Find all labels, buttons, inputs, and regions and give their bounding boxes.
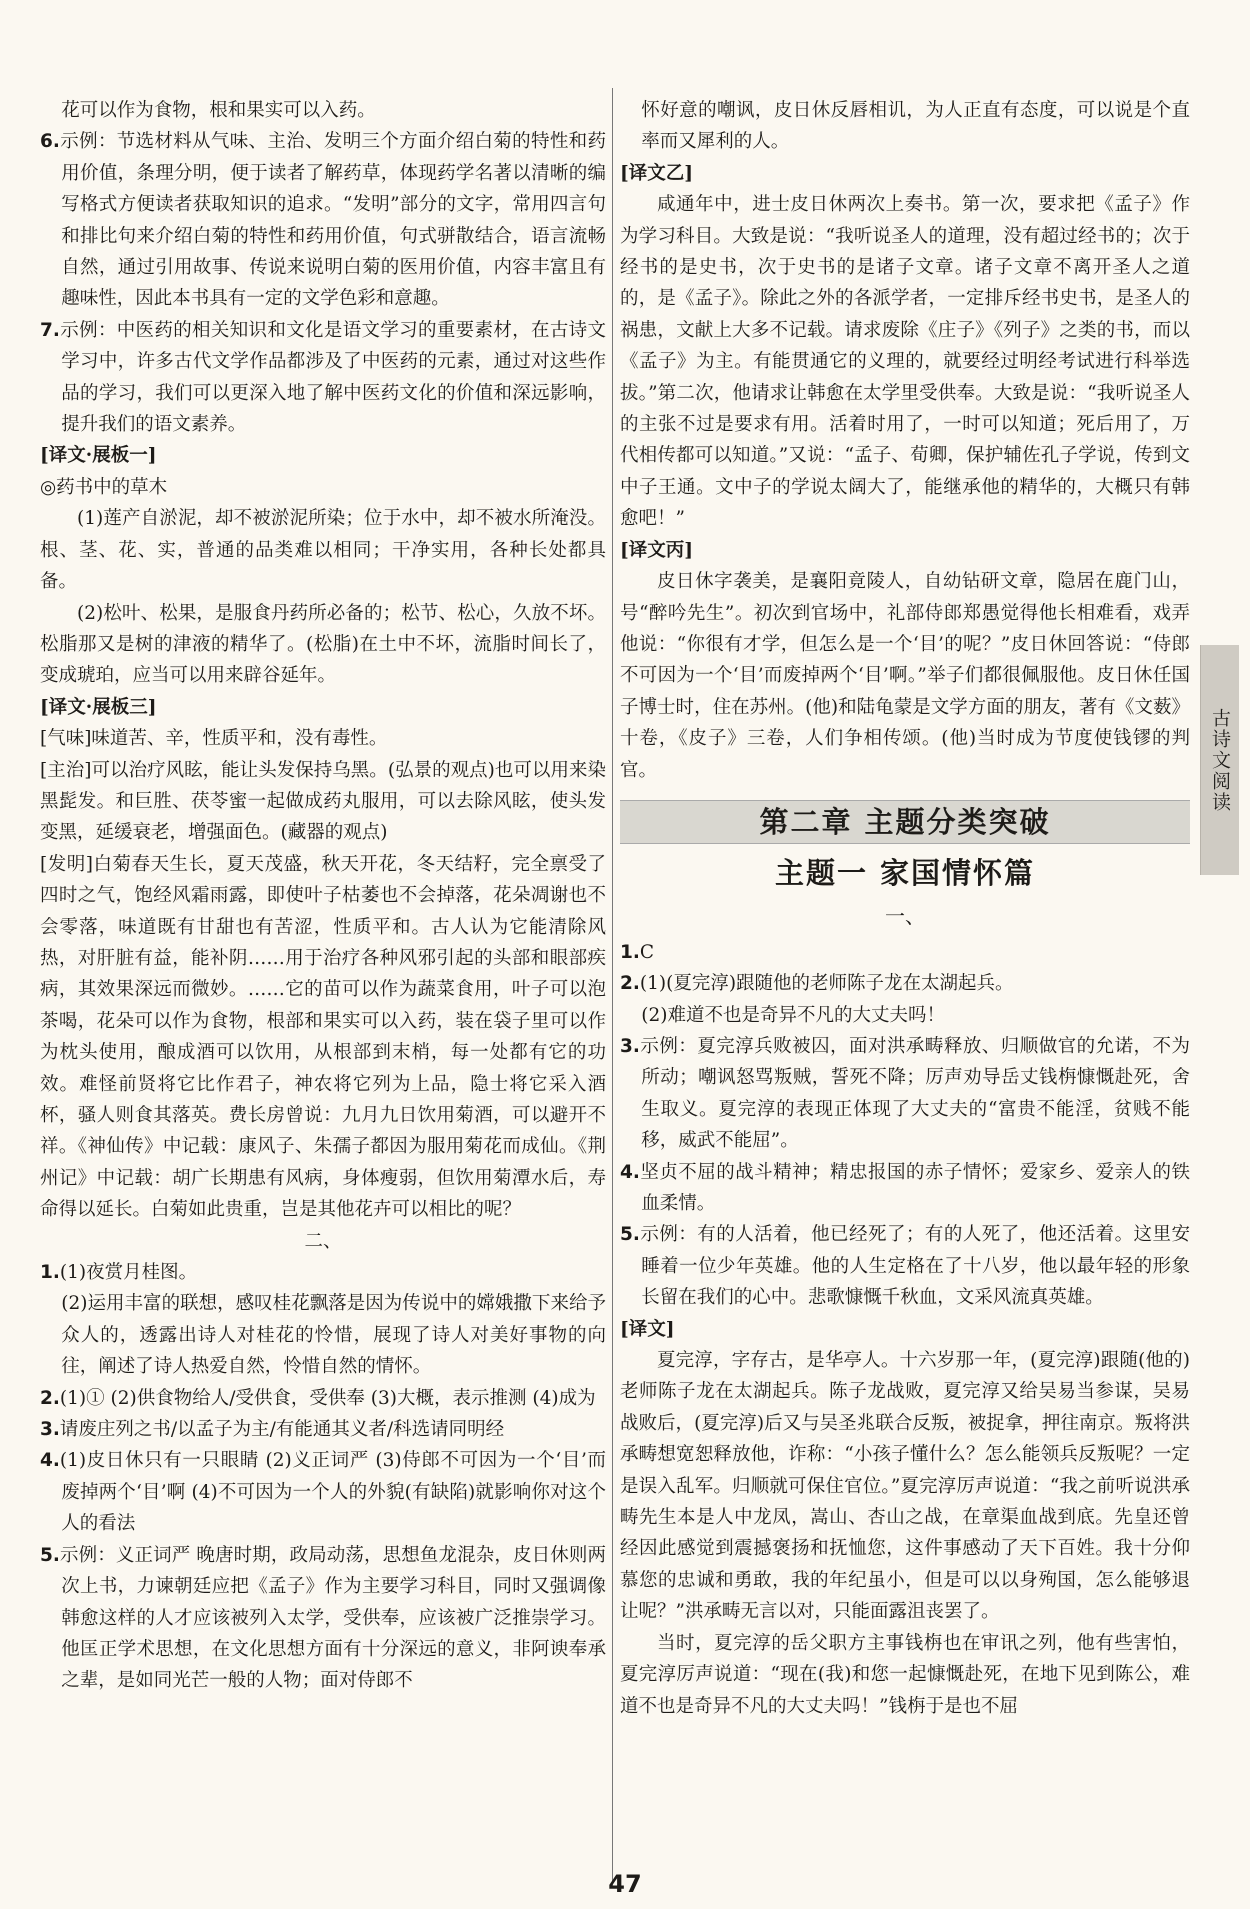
item-number: 6. bbox=[40, 131, 60, 153]
section-2-heading: 二、 bbox=[304, 1230, 342, 1252]
board1-paragraph-2: (2)松叶、松果，是服食丹药所必备的；松节、松心，久放不坏。松脂那又是树的津液的精华了。(松脂)在土中不坏，流脂时间长了，变成琥珀，应当可以用来辟谷延年。 bbox=[40, 602, 606, 687]
answer-text: 示例：节选材料从气味、主治、发明三个方面介绍白菊的特性和药用价值，条理分明，便于读者了解药草，体现药学名著以清晰的编写格式方便读者获取知识的追求。“发明”部分的文字，常用四言句和排比句来介绍白菊的特性和药用价值，句式骈散结合，语言流畅自然，通过引用故事、传说来说明白菊的医用价值，内容丰富且有趣味性，因此本书具有一定的文学色彩和意趣。 bbox=[59, 131, 606, 310]
s2-answer-3 bbox=[40, 1414, 606, 1445]
translation-yi-text: 咸通年中，进士皮日休两次上奏书。第一次，要求把《孟子》作为学习科目。大致是说：“我听说圣人的道理，没有超过经书的；次于经书的是史书，次于史书的是诸子文章。诸子文章不离开圣人之道的，是《孟子》。除此之外的各派学者，一定排斥经书史书，是圣人的祸患，文献上大多不记载。请求废除《庄子》《列子》之类的书，而以《孟子》为主。有能贯通它的义理的，就要经过明经考试进行科举选拔。”第二次，他请求让韩愈在太学里受供奉。大致是说：“我听说圣人的主张不过是要求有用。活着时用了，一时可以知道；死后用了，万代相传都可以知道。”又说：“孟子、荀卿，保护辅佐孔子学说，传到文中子王通。文中子的学说太阔大了，能继承他的精华的，大概只有韩愈吧！” bbox=[620, 194, 1190, 530]
board3-qiwei: [气味]味道苦、辛，性质平和，没有毒性。 bbox=[40, 728, 388, 750]
translation-bing-label: [译文丙] bbox=[620, 539, 694, 561]
translation-board3-label: [译文·展板三] bbox=[40, 696, 157, 718]
answer-text: C bbox=[639, 941, 655, 963]
item-number: 1. bbox=[620, 941, 640, 963]
s2-answer-5 bbox=[40, 1540, 606, 1697]
left-column bbox=[40, 95, 606, 1697]
answer-text: (1)皮日休只有一只眼睛 (2)义正词严 (3)侍郎不可因为一个‘目’而废掉两个‘目’啊 (4)不可因为一个人的外貌(有缺陷)就影响你对这个人的看法 bbox=[59, 1450, 606, 1535]
board3-zhuzhi: [主治]可以治疗风眩，能让头发保持乌黑。(弘景的观点)也可以用来染黑髭发。和巨胜、茯苓蜜一起做成药丸服用，可以去除风眩，使头发变黑，延缓衰老，增强面色。(藏器的观点) bbox=[40, 759, 606, 844]
answer-text: 示例：义正词严 晚唐时期，政局动荡，思想鱼龙混杂，皮日休则两次上书，力谏朝廷应把《孟子》作为主要学习科目，同时又强调像韩愈这样的人才应该被列入太学，受供奉，应该被广泛推崇学习。他匡正学术思想，在文化思想方面有十分深远的意义，非阿谀奉承之辈，是如同光芒一般的人物；面对侍郎不 bbox=[59, 1544, 606, 1692]
translation-yi-label: [译文乙] bbox=[620, 162, 694, 184]
translation-label: [译文] bbox=[620, 1318, 675, 1340]
board3-faming: [发明]白菊春天生长，夏天茂盛，秋天开花，冬天结籽，完全禀受了四时之气，饱经风霜雨露，即使叶子枯萎也不会掉落，花朵凋谢也不会零落，味道既有甘甜也有苦涩，性质平和。古人认为它能清除风热，对肝脏有益，能补阴……用于治疗各种风邪引起的头部和眼部疾病，其效果深远而微妙。……它的苗可以作为蔬菜食用，叶子可以泡茶喝，花朵可以作为食物，根部和果实可以入药，装在袋子里可以作为枕头使用，酿成酒可以饮用，从根部到末梢，每一处都有它的功效。难怪前贤将它比作君子，神农将它列为上品，隐士将它采入酒杯，骚人则食其落英。费长房曾说：九月九日饮用菊酒，可以避开不祥。《神仙传》中记载：康风子、朱孺子都因为服用菊花而成仙。《荆州记》中记载：胡广长期患有风病，身体瘦弱，但饮用菊潭水后，寿命得以延长。白菊如此贵重，岂是其他花卉可以相比的呢？ bbox=[40, 853, 606, 1221]
board1-paragraph-1: (1)莲产自淤泥，却不被淤泥所染；位于水中，却不被水所淹没。根、茎、花、实，普通的品类难以相同；干净实用，各种长处都具备。 bbox=[40, 508, 606, 593]
r-answer-4 bbox=[620, 1157, 1190, 1220]
translation-board1-label: [译文·展板一] bbox=[40, 445, 157, 467]
answer-text: (1)① (2)供食物给人/受供食，受供奉 (3)大概，表示推测 (4)成为 bbox=[59, 1387, 596, 1409]
right-continuation: 怀好意的嘲讽，皮日休反唇相讥，为人正直有态度，可以说是个直率而又犀利的人。 bbox=[641, 100, 1190, 153]
side-section-tab: 古诗文阅读 bbox=[1200, 645, 1239, 875]
s2-answer-1-part2: (2)运用丰富的联想，感叹桂花飘落是因为传说中的嫦娥撒下来给予众人的，透露出诗人对桂花的怜惜，展现了诗人对美好事物的向往，阐述了诗人热爱自然，怜惜自然的情怀。 bbox=[61, 1293, 606, 1378]
column-divider bbox=[612, 88, 613, 1888]
answer-text: 请废庄列之书/以孟子为主/有能通其义者/科选请同明经 bbox=[59, 1419, 505, 1441]
item-number: 1. bbox=[40, 1262, 60, 1284]
item-number: 2. bbox=[620, 973, 640, 995]
topic-title: 主题一 家国情怀篇 bbox=[774, 855, 1036, 890]
r-answer-1 bbox=[620, 937, 1190, 968]
answer-text: (1)(夏完淳)跟随他的老师陈子龙在太湖起兵。 bbox=[639, 973, 1014, 995]
s2-answer-2 bbox=[40, 1383, 606, 1414]
answer-text: (1)夜赏月桂图。 bbox=[59, 1262, 198, 1284]
s2-answer-1 bbox=[40, 1257, 606, 1288]
r-answer-2 bbox=[620, 968, 1190, 999]
item-number: 3. bbox=[40, 1419, 60, 1441]
page-number: 47 bbox=[608, 1870, 642, 1898]
r-answer-2-part2: (2)难道不也是奇异不凡的大丈夫吗！ bbox=[641, 1004, 945, 1026]
chapter-title: 第二章 主题分类突破 bbox=[620, 800, 1190, 844]
item-number: 4. bbox=[40, 1450, 60, 1472]
item-number: 7. bbox=[40, 319, 60, 341]
answer-text: 示例：中医药的相关知识和文化是语文学习的重要素材，在古诗文学习中，许多古代文学作品都涉及了中医药的元素，通过对这些作品的学习，我们可以更深入地了解中医药文化的价值和深远影响，提升我们的语文素养。 bbox=[59, 319, 606, 436]
section-1-heading: 一、 bbox=[885, 904, 925, 929]
answer-text: 坚贞不屈的战斗精神；精忠报国的赤子情怀；爱家乡、爱亲人的铁血柔情。 bbox=[639, 1161, 1190, 1214]
item6-continuation: 花可以作为食物，根和果实可以入药。 bbox=[61, 100, 376, 121]
r-answer-5 bbox=[620, 1219, 1190, 1313]
item-number: 4. bbox=[620, 1161, 640, 1183]
r-answer-3 bbox=[620, 1031, 1190, 1157]
translation-bing-text: 皮日休字袭美，是襄阳竟陵人，自幼钻研文章，隐居在鹿门山，号“醉吟先生”。初次到官场中，礼部侍郎郑愚觉得他长相难看，戏弄他说：“你很有才学，但怎么是一个‘目’的呢？”皮日休回答说：“侍郎不可因为一个‘目’而废掉两个‘目’啊。”举子们都很佩服他。皮日休任国子博士时，住在苏州。(他)和陆龟蒙是文学方面的朋友，著有《文薮》十卷，《皮子》三卷，人们争相传颂。(他)当时成为节度使钱镠的判官。 bbox=[620, 571, 1190, 781]
answer-text: 示例：夏完淳兵败被囚，面对洪承畴释放、归顺做官的允诺，不为所动；嘲讽怒骂叛贼，誓死不降；厉声劝导岳丈钱栴慷慨赴死，舍生取义。夏完淳的表现正体现了大丈夫的“富贵不能淫，贫贱不能移，威武不能屈”。 bbox=[639, 1035, 1190, 1152]
item-number: 5. bbox=[620, 1224, 640, 1246]
item-number: 3. bbox=[620, 1035, 640, 1057]
item-number: 5. bbox=[40, 1544, 60, 1566]
translation-paragraph-1: 夏完淳，字存古，是华亭人。十六岁那一年，(夏完淳)跟随(他的)老师陈子龙在太湖起兵。陈子龙战败，夏完淳又给吴易当参谋，吴易战败后，(夏完淳)后又与吴圣兆联合反叛，被捉拿，押往南京。叛将洪承畴想宽恕释放他，诈称：“小孩子懂什么？怎么能领兵反叛呢？一定是误入乱军。归顺就可保住官位。”夏完淳厉声说道：“我之前听说洪承畴先生本是人中龙凤，嵩山、杏山之战，在章渠血战到底。先皇还曾经因此感觉到震撼褒扬和抚恤您，这件事感动了天下百姓。我十分仰慕您的忠诚和勇敢，我的年纪虽小，但是可以以身殉国，怎么能够退让呢？”洪承畴无言以对，只能面露沮丧罢了。 bbox=[620, 1350, 1190, 1623]
translation-paragraph-2: 当时，夏完淳的岳父职方主事钱栴也在审讯之列，他有些害怕，夏完淳厉声说道：“现在(我)和您一起慷慨赴死，在地下见到陈公，难道不也是奇异不凡的大丈夫吗！”钱栴于是也不屈 bbox=[620, 1632, 1190, 1717]
answer-text: 示例：有的人活着，他已经死了；有的人死了，他还活着。这里安睡着一位少年英雄。他的人生定格在了十八岁，他以最年轻的形象长留在我们的心中。悲歌慷慨千秋血，文采风流真英雄。 bbox=[639, 1224, 1190, 1309]
answer-item-6 bbox=[40, 126, 606, 314]
answer-item-7 bbox=[40, 315, 606, 441]
s2-answer-4 bbox=[40, 1445, 606, 1539]
right-column bbox=[620, 95, 1190, 1722]
item-number: 2. bbox=[40, 1387, 60, 1409]
board1-subheading: ◎药书中的草木 bbox=[40, 476, 168, 498]
